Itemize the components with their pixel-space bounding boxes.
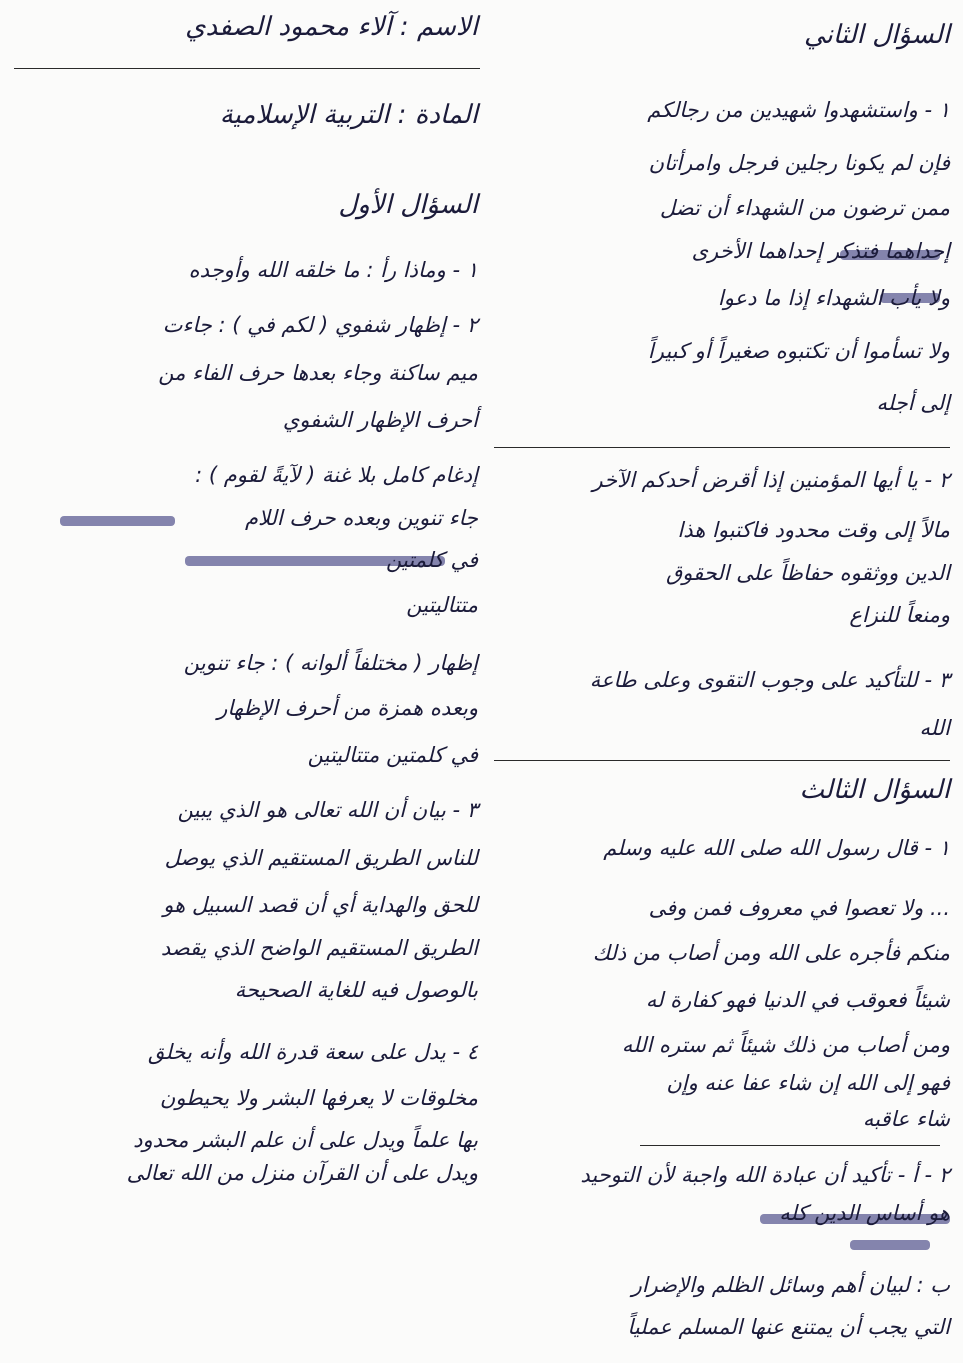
answer-line: للحق والهداية أي أن قصد السبيل هو <box>163 893 478 917</box>
answer-line: ويدل على أن القرآن منزل من الله تعالى <box>126 1161 478 1185</box>
answer-line: الطريق المستقيم الواضح الذي يقصد <box>160 936 478 960</box>
answer-line: في كلمتين متتاليتين <box>307 743 478 767</box>
answer-line: ٣ - للتأكيد على وجوب التقوى وعلى طاعة <box>589 668 950 692</box>
answer-line: ٢ - أ - تأكيد أن عبادة الله واجبة لأن التوحيد <box>580 1163 950 1187</box>
subject-name: المادة : التربية الإسلامية <box>219 100 478 130</box>
student-name: الاسم : آلاء محمود الصفدي <box>185 12 478 42</box>
answer-line: ولا يأب الشهداء إذا ما دعوا <box>717 286 950 310</box>
answer-line: ... ولا تعصوا في معروف فمن وفى <box>648 896 950 920</box>
answer-line: ومنعاً للنزاع <box>849 603 950 627</box>
answer-line: للناس الطريق المستقيم الذي يوصل <box>164 846 478 870</box>
answer-line: مالاً إلى وقت محدود فاكتبوا هذا <box>677 518 950 542</box>
answer-line: ٢ - إظهار شفوي ( لكم في ) : جاءت <box>162 313 478 337</box>
answer-line: شيئاً فعوقب في الدنيا فهو كفارة له <box>645 988 950 1012</box>
answer-line: ١ - وماذا رأ : ما خلقه الله وأوجده <box>188 258 478 282</box>
answer-line: ٤ - يدل على سعة قدرة الله وأنه يخلق <box>148 1040 478 1064</box>
answer-line: شاء عاقبه <box>862 1107 950 1131</box>
answer-line: ٢ - يا أيها المؤمنين إذا أقرض أحدكم الآخر <box>592 468 950 492</box>
answer-line: إحداهما فتذكر إحداهما الأخرى <box>691 239 950 263</box>
left-column <box>12 0 478 1363</box>
answer-line: ولا تسأموا أن تكتبوه صغيراً أو كبيراً <box>647 339 950 363</box>
answer-line: الدين ووثقوه حفاظاً على الحقوق <box>665 561 950 585</box>
answer-line: ومن أصاب من ذلك شيئاً ثم ستره الله <box>621 1033 950 1057</box>
answer-line: فهو إلى الله إن شاء عفا عنه وإن <box>666 1071 950 1095</box>
answer-line: متتاليتين <box>406 593 478 617</box>
question-2-heading: السؤال الثاني <box>804 20 950 50</box>
answer-line: التي يجب أن يمتنع عنها المسلم عملياً <box>627 1315 950 1339</box>
answer-line: إظهار ( مختلفاً ألوانه ) : جاء تنوين <box>183 651 478 675</box>
question-3-heading: السؤال الثالث <box>799 775 950 805</box>
answer-line: أحرف الإظهار الشفوي <box>282 408 478 432</box>
answer-line: وبعده همزة من أحرف الإظهار <box>217 696 478 720</box>
answer-line: إدغام كامل بلا غنة ( لآيةً لقوم ) : <box>195 463 478 487</box>
answer-line: الله <box>919 716 950 740</box>
answer-line: هو أساس الدين كله <box>779 1201 950 1225</box>
answer-line: ١ - قال رسول الله صلى الله عليه وسلم <box>603 836 950 860</box>
answer-line: ب : لبيان أهم وسائل الظلم والإضرار <box>631 1273 950 1297</box>
answer-line: مخلوقات لا يعرفها البشر ولا يحيطون <box>159 1086 478 1110</box>
answer-line: إلى أجله <box>876 391 950 415</box>
answer-line: منكم فأجره على الله ومن أصاب من ذلك <box>592 941 950 965</box>
right-column <box>488 0 950 1363</box>
answer-line: بالوصول فيه للغاية الصحيحة <box>234 978 478 1002</box>
answer-line: ممن ترضون من الشهداء أن تضل <box>659 196 950 220</box>
answer-line: ٣ - بيان أن الله تعالى هو الذي يبين <box>177 798 478 822</box>
answer-line: ميم ساكنة وجاء بعدها حرف الفاء من <box>158 361 478 385</box>
answer-line: بها علماً ويدل على أن علم البشر محدود <box>133 1128 478 1152</box>
question-1-heading: السؤال الأول <box>338 190 478 220</box>
answer-line: فإن لم يكونا رجلين فرجل وامرأتان <box>648 151 950 175</box>
answer-line: في كلمتين <box>386 548 478 572</box>
answer-line: جاء تنوين وبعده حرف اللام <box>244 506 478 530</box>
answer-line: ١ - واستشهدوا شهيدين من رجالكم <box>647 98 950 122</box>
